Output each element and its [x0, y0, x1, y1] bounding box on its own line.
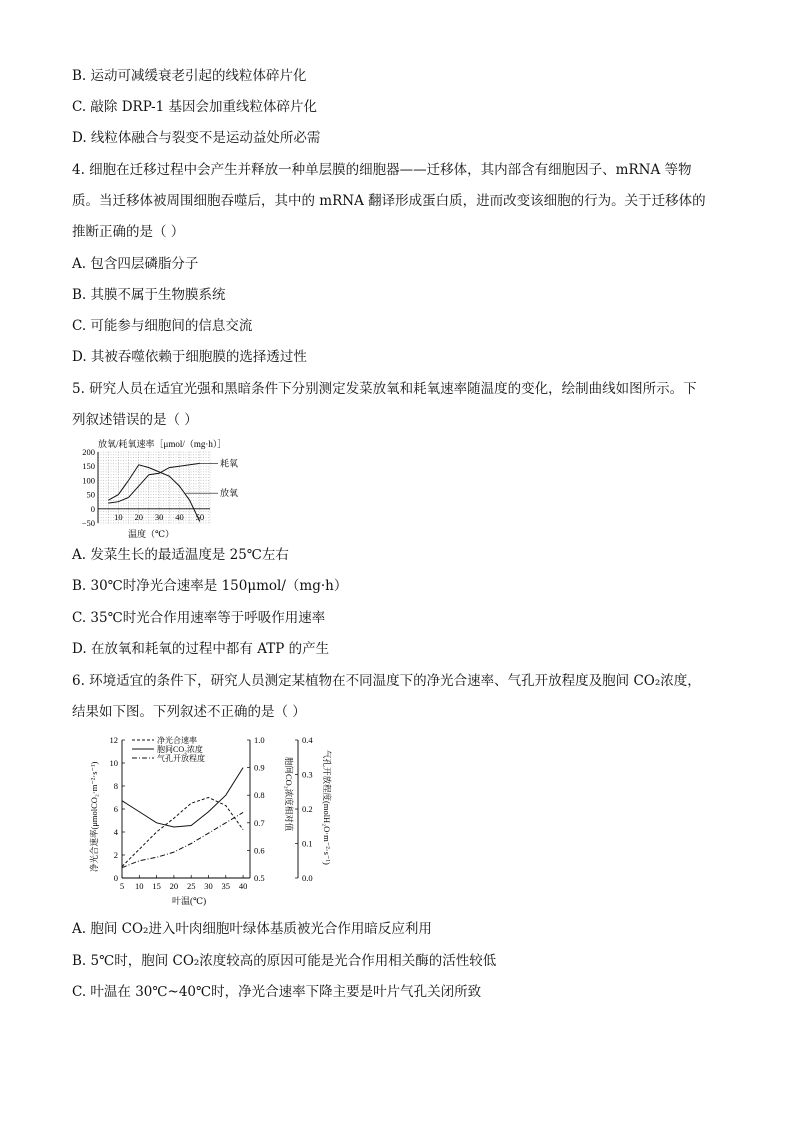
chart2-x-tick-label: 40	[238, 881, 248, 891]
chart2-right2-tick-label: 0.3	[302, 769, 313, 780]
chart2-x-tick-label: 5	[119, 881, 125, 891]
option-d-q5: D. 在放氧和耗氧的过程中都有 ATP 的产生	[72, 641, 330, 657]
chart1-xlabel: 温度（℃）	[128, 529, 175, 539]
chart2-right1-tick-label: 0.6	[254, 845, 265, 856]
chart2-right2-tick-label: 0.2	[302, 804, 313, 814]
chart1-x-tick-label: 30	[154, 511, 164, 522]
chart2-right1-tick-label: 0.8	[254, 790, 265, 801]
chart2-xlabel: 叶温(℃)	[172, 896, 207, 906]
chart2-left-tick-label: 2	[113, 850, 118, 860]
option-c-q3: C. 敲除 DRP-1 基因会加重线粒体碎片化	[72, 99, 317, 115]
chart2-ylabel-right1: 胞间CO₂浓度相对值	[284, 757, 294, 832]
option-c-q4: C. 可能参与细胞间的信息交流	[72, 318, 253, 334]
chart1-y-tick-label: −50	[81, 518, 95, 528]
oxygen-rate-chart	[70, 436, 250, 540]
chart2-legend	[132, 735, 205, 763]
option-a-q5: A. 发菜生长的最适温度是 25℃左右	[72, 547, 289, 563]
question-5-stem-2: 列叙述错误的是（ ）	[72, 412, 198, 428]
chart2-x-tick-label: 35	[221, 881, 231, 891]
chart2-left-tick-label: 0	[113, 873, 118, 883]
question-5-stem-1: 5. 研究人员在适宜光强和黑暗条件下分别测定发菜放氧和耗氧速率随温度的变化，绘制曲线如图所示。下	[72, 381, 697, 397]
option-b-q6: B. 5℃时，胞间 CO₂浓度较高的原因可能是光合作用相关酶的活性较低	[72, 953, 497, 969]
chart2-x-tick-label: 30	[204, 881, 213, 891]
chart2-series-intercellular-co2-line	[122, 768, 243, 827]
chart1-y-tick-label: 150	[82, 461, 95, 472]
chart2-left-tick-label: 10	[109, 758, 118, 768]
chart2-right1-tick-label: 0.7	[254, 817, 265, 828]
option-d-q4: D. 其被吞噬依赖于细胞膜的选择透过性	[72, 349, 307, 365]
chart2-left-tick-label: 6	[113, 804, 118, 814]
chart2-right1-tick-label: 1.0	[254, 735, 265, 745]
chart1-y-tick-label: 200	[82, 447, 95, 457]
chart1-y-tick-label: 0	[90, 503, 95, 514]
question-4-stem-2: 质。当迁移体被周围细胞吞噬后，其中的 mRNA 翻译形成蛋白质，进而改变该细胞的行为。关于迁移体的	[72, 193, 706, 209]
question-6-stem-2: 结果如下图。下列叙述不正确的是（ ）	[72, 704, 306, 720]
option-a-q6: A. 胞间 CO₂进入叶肉细胞叶绿体基质被光合作用暗反应利用	[72, 921, 432, 937]
question-6-stem-1: 6. 环境适宜的条件下，研究人员测定某植物在不同温度下的净光合速率、气孔开放程度及胞间 CO₂浓度，	[72, 673, 701, 689]
chart2-right2-tick-label: 0.4	[302, 735, 313, 745]
chart2-left-tick-label: 12	[109, 735, 118, 745]
chart1-x-tick-label: 10	[114, 511, 123, 522]
option-a-q4: A. 包含四层磷脂分子	[72, 256, 199, 272]
option-b-q3: B. 运动可减缓衰老引起的线粒体碎片化	[72, 68, 307, 84]
chart2-legend-label: 净光合速率	[157, 736, 197, 745]
chart2-legend-label: 胞间CO₂浓度	[157, 745, 203, 754]
question-4-stem-1: 4. 细胞在迁移过程中会产生并释放一种单层膜的细胞器——迁移体，其内部含有细胞因子、mRNA 等物	[72, 162, 692, 178]
chart1-x-tick-label: 50	[195, 511, 205, 522]
option-b-q5: B. 30℃时净光合速率是 150μmol/（mg·h）	[72, 578, 348, 594]
chart1-x-tick-label: 20	[134, 511, 143, 522]
chart2-right2-tick-label: 0.1	[302, 838, 313, 849]
chart2-ylabel-left: 净光合速率(μmolCO₂·m⁻²·s⁻¹)	[89, 761, 99, 872]
chart1-y-tick-label: 50	[86, 489, 95, 500]
chart2-x-tick-label: 20	[169, 881, 179, 891]
option-c-q5: C. 35℃时光合作用速率等于呼吸作用速率	[72, 610, 326, 626]
chart2-series-net-photosynthesis-line	[122, 798, 243, 867]
leaf-temp-chart	[88, 732, 348, 910]
chart2-x-tick-label: 10	[135, 881, 144, 891]
chart2-right1-tick-label: 0.9	[254, 762, 265, 773]
chart2-ylabel-right2: 气孔开放程度(molH₂O·m⁻²·s⁻¹)	[322, 750, 332, 865]
chart1-title: 放氧/耗氧速率［μmol/（mg·h）］	[98, 439, 227, 449]
chart2-left-tick-label: 8	[113, 781, 118, 791]
chart2-series-stomatal-opening-line	[122, 812, 243, 867]
chart2-legend-label: 气孔开放程度	[157, 754, 205, 763]
chart2-right2-tick-label: 0.0	[302, 873, 313, 883]
chart2-x-tick-label: 15	[152, 881, 161, 891]
option-b-q4: B. 其膜不属于生物膜系统	[72, 287, 226, 303]
chart2-x-tick-label: 25	[186, 881, 196, 891]
question-4-stem-3: 推断正确的是（ ）	[72, 224, 185, 240]
chart1-series-label: 耗氧	[220, 458, 239, 469]
chart1-series-label: 放氧	[220, 488, 239, 499]
option-c-q6: C. 叶温在 30℃~40℃时，净光合速率下降主要是叶片气孔关闭所致	[72, 984, 482, 1000]
chart1-x-tick-label: 40	[175, 511, 184, 522]
option-d-q3: D. 线粒体融合与裂变不是运动益处所必需	[72, 130, 321, 146]
chart2-right1-tick-label: 0.5	[254, 873, 265, 883]
chart1-y-tick-label: 100	[82, 475, 95, 486]
chart2-left-tick-label: 4	[113, 827, 118, 837]
